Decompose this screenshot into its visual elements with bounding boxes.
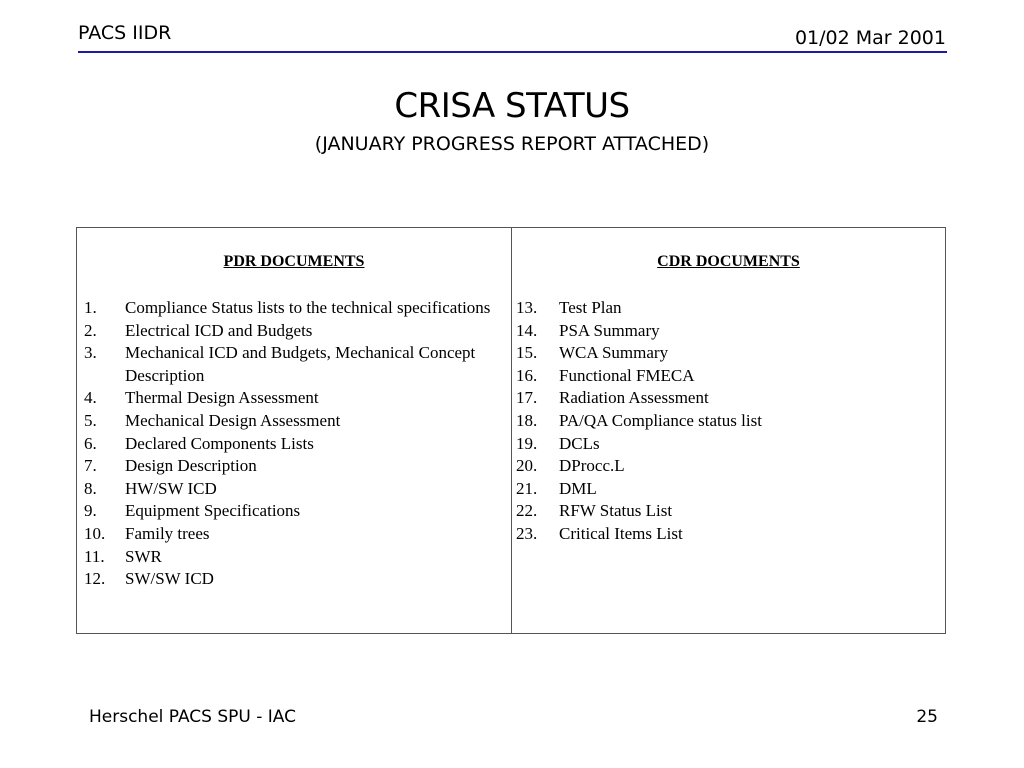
- document-title: Mechanical Design Assessment: [125, 410, 341, 430]
- document-title: Electrical ICD and Budgets: [125, 320, 313, 340]
- document-list-item: [512, 410, 945, 433]
- document-number: 22.: [516, 501, 538, 521]
- footer-organization: Herschel PACS SPU - IAC: [89, 707, 296, 727]
- document-title: PA/QA Compliance status list: [559, 410, 762, 430]
- document-list-item: [77, 433, 511, 456]
- document-list-item: [512, 478, 945, 501]
- header-project-label: PACS IIDR: [78, 22, 172, 44]
- document-number: 21.: [516, 478, 538, 498]
- document-number: 4.: [84, 388, 97, 408]
- document-list-item: [77, 320, 511, 343]
- document-list-item: [512, 297, 945, 320]
- slide-title: CRISA STATUS: [394, 86, 630, 126]
- document-list-item: [77, 478, 511, 501]
- document-title: DML: [559, 478, 597, 498]
- document-title: Critical Items List: [559, 523, 683, 543]
- document-number: 9.: [84, 501, 97, 521]
- slide-subtitle: (JANUARY PROGRESS REPORT ATTACHED): [314, 133, 710, 155]
- document-number: 23.: [516, 523, 538, 543]
- document-title: SW/SW ICD: [125, 569, 214, 589]
- document-title: Radiation Assessment: [559, 388, 709, 408]
- page-number: 25: [916, 707, 938, 727]
- document-list-item: [512, 500, 945, 523]
- document-number: 20.: [516, 456, 538, 476]
- document-list-item: [77, 297, 511, 320]
- document-number: 7.: [84, 456, 97, 476]
- document-list-item: [77, 410, 511, 433]
- document-number: 2.: [84, 320, 97, 340]
- document-title: Test Plan: [559, 298, 622, 317]
- document-list-item: [77, 342, 511, 387]
- document-number: 19.: [516, 433, 538, 453]
- document-title: SWR: [125, 546, 162, 566]
- document-number: 13.: [516, 298, 538, 317]
- document-number: 15.: [516, 343, 538, 363]
- document-title: DCLs: [559, 433, 600, 453]
- cdr-documents-column: [512, 228, 945, 633]
- header-divider: [78, 51, 947, 53]
- document-title: Declared Components Lists: [125, 433, 314, 453]
- document-title: HW/SW ICD: [125, 478, 217, 498]
- document-title: Functional FMECA: [559, 365, 695, 385]
- document-list-item: [512, 433, 945, 456]
- pdr-documents-heading: PDR DOCUMENTS: [223, 253, 365, 270]
- document-list-item: [77, 568, 511, 591]
- document-title: WCA Summary: [559, 343, 669, 363]
- document-title: Equipment Specifications: [125, 501, 301, 521]
- document-list-item: [77, 387, 511, 410]
- document-list-item: [77, 546, 511, 569]
- document-list-item: [512, 320, 945, 343]
- document-number: 11.: [84, 546, 105, 566]
- document-list-item: [77, 455, 511, 478]
- document-title: DProcc.L: [559, 456, 625, 476]
- document-title: Family trees: [125, 523, 210, 543]
- header-date: 01/02 Mar 2001: [794, 27, 946, 49]
- document-number: 8.: [84, 478, 97, 498]
- pdr-documents-list: [77, 297, 511, 591]
- document-number: 12.: [84, 569, 106, 589]
- document-list-item: [77, 523, 511, 546]
- document-list-item: [512, 387, 945, 410]
- document-number: 1.: [84, 298, 97, 317]
- document-number: 18.: [516, 410, 538, 430]
- document-title: Mechanical ICD and Budgets, Mechanical Concept Description: [125, 343, 476, 385]
- document-list-item: [512, 455, 945, 478]
- document-number: 6.: [84, 433, 97, 453]
- documents-table: [76, 227, 946, 634]
- document-title: Thermal Design Assessment: [125, 388, 319, 408]
- document-list-item: [512, 365, 945, 388]
- document-number: 5.: [84, 410, 97, 430]
- document-number: 10.: [84, 523, 106, 543]
- document-title: Compliance Status lists to the technical specifications: [125, 298, 491, 317]
- cdr-documents-list: [512, 297, 945, 546]
- cdr-documents-heading: CDR DOCUMENTS: [657, 253, 800, 270]
- document-number: 16.: [516, 365, 538, 385]
- document-list-item: [512, 342, 945, 365]
- document-number: 3.: [84, 343, 97, 363]
- document-title: Design Description: [125, 456, 257, 476]
- document-number: 14.: [516, 320, 538, 340]
- pdr-documents-column: [77, 228, 512, 633]
- document-list-item: [512, 523, 945, 546]
- document-number: 17.: [516, 388, 538, 408]
- document-title: PSA Summary: [559, 320, 660, 340]
- document-list-item: [77, 500, 511, 523]
- document-title: RFW Status List: [559, 501, 673, 521]
